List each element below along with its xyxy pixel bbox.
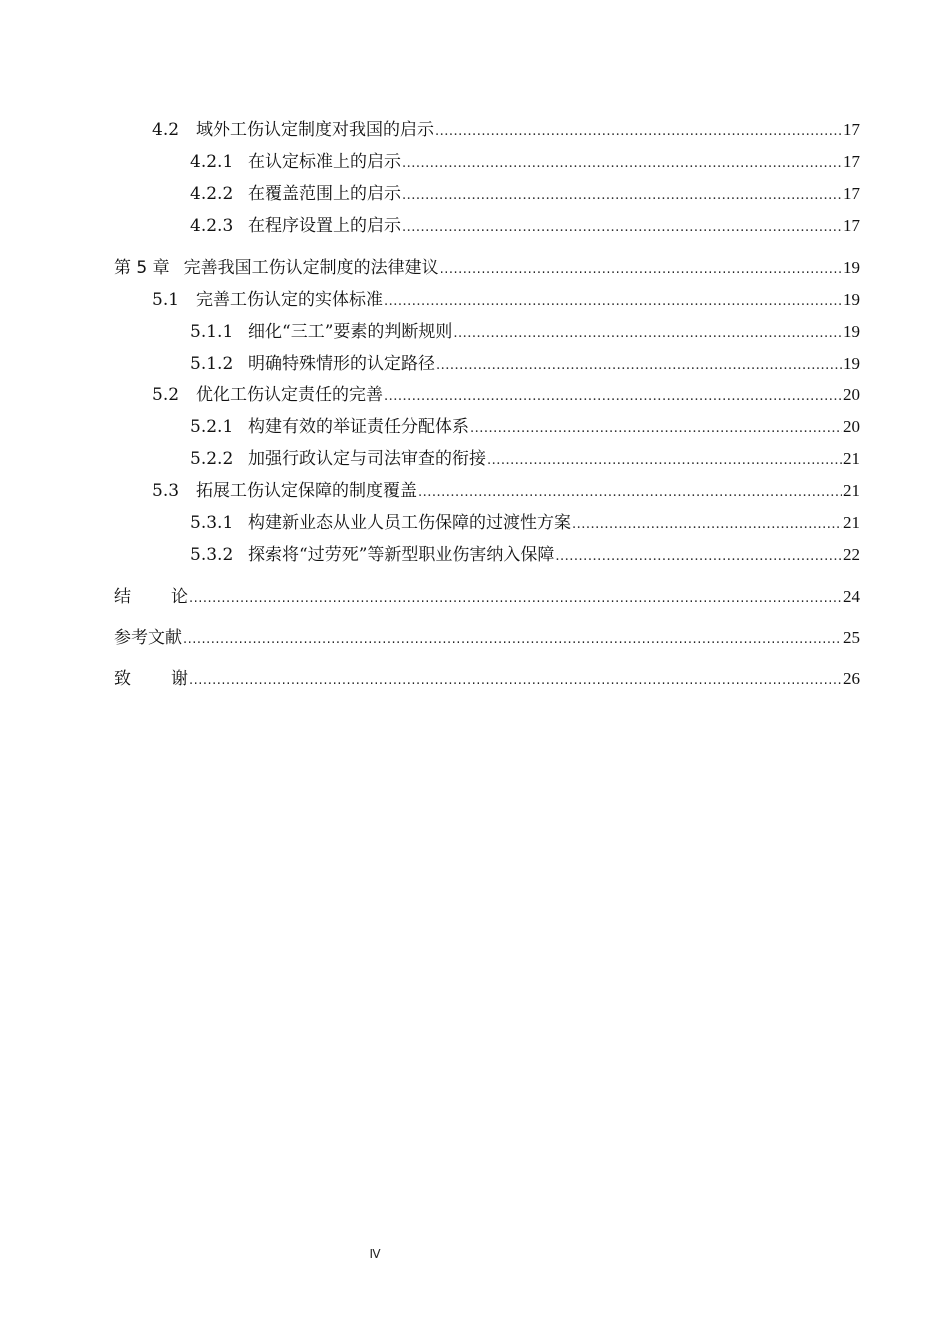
toc-entry-page: 20 xyxy=(843,385,860,404)
toc-entry-number: 5.2.2 xyxy=(190,449,234,469)
toc-entry[interactable] xyxy=(152,480,860,504)
toc-entry-page: 21 xyxy=(843,449,860,468)
toc-entry-page: 20 xyxy=(843,417,860,436)
toc-entry-page: 17 xyxy=(843,216,860,235)
toc-leader-dots xyxy=(402,185,842,207)
toc-entry-title: 细化“三工”要素的判断规则 xyxy=(248,322,453,342)
toc-chapter-title: 完善我国工伤认定制度的法律建议 xyxy=(183,258,439,278)
toc-entry-page: 21 xyxy=(843,513,860,532)
toc-entry-title: 在覆盖范围上的启示 xyxy=(248,184,401,204)
toc-entry-title: 完善工伤认定的实体标准 xyxy=(196,290,383,310)
toc-entry-page: 19 xyxy=(843,258,860,277)
toc-entry-title: 在程序设置上的启示 xyxy=(248,216,401,236)
toc-entry-page: 24 xyxy=(843,587,860,606)
toc-entry[interactable] xyxy=(152,384,860,408)
toc-entry-number: 5.1 xyxy=(152,290,180,310)
toc-leader-dots xyxy=(189,670,842,692)
toc-entry[interactable] xyxy=(190,512,860,536)
toc-entry-number: 4.2.1 xyxy=(190,152,234,172)
toc-entry[interactable] xyxy=(190,321,860,345)
toc-entry[interactable] xyxy=(152,289,860,313)
toc-entry-title: 优化工伤认定责任的完善 xyxy=(196,385,383,405)
toc-leader-dots xyxy=(435,121,842,143)
toc-entry-page: 19 xyxy=(843,322,860,341)
toc-entry[interactable] xyxy=(190,448,860,472)
toc-leader-dots xyxy=(384,291,842,313)
toc-entry-page: 19 xyxy=(843,354,860,373)
toc-entry[interactable] xyxy=(190,151,860,175)
toc-leader-dots xyxy=(555,546,842,568)
toc-entry[interactable] xyxy=(190,215,860,239)
toc-entry-number: 5.1.1 xyxy=(190,322,234,342)
toc-entry-page: 22 xyxy=(843,545,860,564)
toc-entry-page: 17 xyxy=(843,184,860,203)
toc-entry-page: 26 xyxy=(843,669,860,688)
toc-entry-title: 在认定标准上的启示 xyxy=(248,152,401,172)
toc-acknowledgements-entry[interactable] xyxy=(114,668,860,692)
toc-entry-number: 4.2.3 xyxy=(190,216,234,236)
toc-leader-dots xyxy=(572,514,842,536)
toc-leader-dots xyxy=(402,217,842,239)
toc-references-entry[interactable] xyxy=(114,627,860,651)
toc-entry-title: 域外工伤认定制度对我国的启示 xyxy=(196,120,434,140)
toc-entry-number: 4.2.2 xyxy=(190,184,234,204)
toc-leader-dots xyxy=(487,450,842,472)
toc-entry[interactable] xyxy=(190,183,860,207)
toc-leader-dots xyxy=(470,418,842,440)
toc-entry-title: 拓展工伤认定保障的制度覆盖 xyxy=(196,481,417,501)
toc-chapter-number: 第 5 章 xyxy=(114,258,170,278)
toc-entry-number: 5.3.2 xyxy=(190,545,234,565)
toc-entry-number: 4.2 xyxy=(152,120,180,140)
toc-chapter-title: 参考文献 xyxy=(114,628,182,648)
toc-entry-title: 明确特殊情形的认定路径 xyxy=(248,354,435,374)
toc-chapter-entry[interactable] xyxy=(114,257,860,281)
toc-entry-title: 加强行政认定与司法审查的衔接 xyxy=(248,449,486,469)
toc-entry-page: 21 xyxy=(843,481,860,500)
toc-entry-page: 17 xyxy=(843,152,860,171)
toc-entry[interactable] xyxy=(190,353,860,377)
toc-entry-page: 25 xyxy=(843,628,860,647)
toc-leader-dots xyxy=(384,386,842,408)
toc-entry-page: 17 xyxy=(843,120,860,139)
toc-entry-title: 构建新业态从业人员工伤保障的过渡性方案 xyxy=(248,513,571,533)
toc-entry-page: 19 xyxy=(843,290,860,309)
toc-chapter-title: 致 谢 xyxy=(114,669,188,689)
toc-entry[interactable] xyxy=(190,416,860,440)
toc-entry-number: 5.2.1 xyxy=(190,417,234,437)
toc-leader-dots xyxy=(440,259,842,281)
toc-leader-dots xyxy=(436,355,842,377)
toc-conclusion-entry[interactable] xyxy=(114,586,860,610)
toc-leader-dots xyxy=(402,153,842,175)
toc-entry-number: 5.3 xyxy=(152,481,180,501)
toc-leader-dots xyxy=(189,588,842,610)
toc-leader-dots xyxy=(418,482,842,504)
toc-entry-title: 探索将“过劳死”等新型职业伤害纳入保障 xyxy=(248,545,555,565)
toc-leader-dots xyxy=(183,629,842,651)
toc-entry-title: 构建有效的举证责任分配体系 xyxy=(248,417,469,437)
toc-entry-number: 5.3.1 xyxy=(190,513,234,533)
toc-chapter-title: 结 论 xyxy=(114,587,188,607)
footer-page-number: Ⅳ xyxy=(369,1247,381,1261)
toc-entry-number: 5.2 xyxy=(152,385,180,405)
toc-entry-number: 5.1.2 xyxy=(190,354,234,374)
toc-entry[interactable] xyxy=(152,119,860,143)
toc-leader-dots xyxy=(453,323,842,345)
toc-entry[interactable] xyxy=(190,544,860,568)
